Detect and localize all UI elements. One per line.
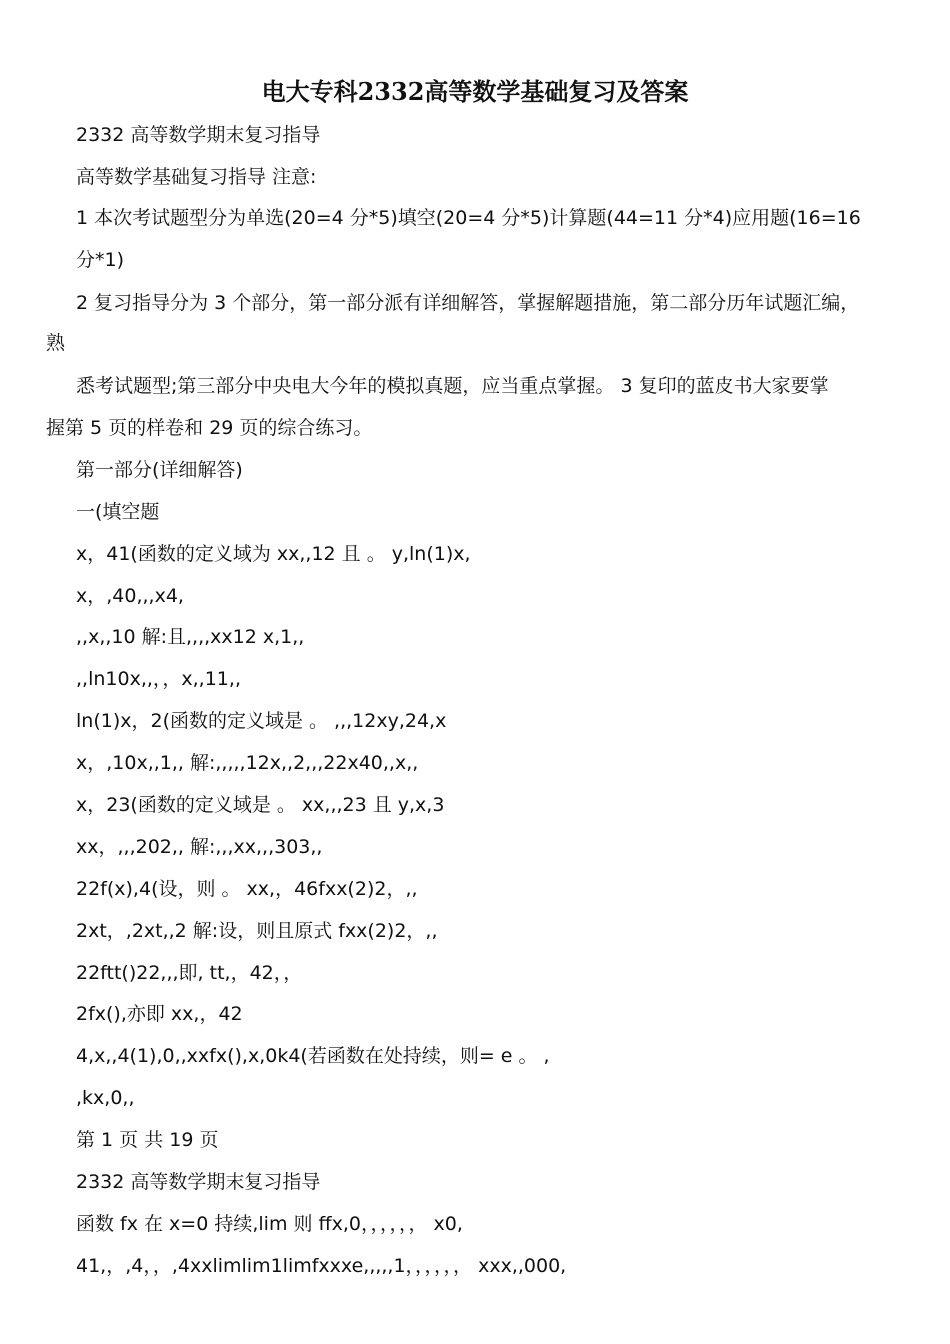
text-line: 2xt，,2xt,,2 解:设，则且原式 fxx(2)2，,, xyxy=(76,920,438,942)
text-line: 2fx(),亦即 xx,，42 xyxy=(76,1003,243,1025)
text-line: 高等数学基础复习指导 注意: xyxy=(76,166,317,188)
text-line: x，,40,,,x4, xyxy=(76,585,184,607)
text-line: 22f(x),4(设，则 。 xx,，46fxx(2)2，,, xyxy=(76,878,418,900)
text-line: 2332 高等数学期末复习指导 xyxy=(76,124,321,146)
text-line: 1 本次考试题型分为单选(20=4 分*5)填空(20=4 分*5)计算题(44=11 分*4)应用题(16=16 xyxy=(76,207,861,229)
text-line: x，41(函数的定义域为 xx,,12 且 。 y,ln(1)x, xyxy=(76,543,471,565)
text-line: 分*1) xyxy=(76,249,125,271)
text-line: 2 复习指导分为 3 个部分，第一部分派有详细解答，掌握解题措施，第二部分历年试题汇编， xyxy=(76,292,860,314)
text-line: 函数 fx 在 x=0 持续,lim 则 ffx,0，，，，，， x0, xyxy=(76,1213,463,1235)
text-line: 悉考试题型;第三部分中央电大今年的模拟真题，应当重点掌握。 3 复印的蓝皮书大家要掌 xyxy=(76,375,829,397)
page-header: 2332 高等数学期末复习指导 xyxy=(76,1171,321,1193)
section-heading: 一(填空题 xyxy=(76,501,160,523)
text-line: ,kx,0,, xyxy=(76,1087,135,1109)
text-line: ,,x,,10 解:且,,,,xx12 x,1,, xyxy=(76,626,305,648)
text-line: xx，,,,202,, 解:,,,xx,,,303,, xyxy=(76,836,323,858)
text-line: 41,，,4，，,4xxlimlim1limfxxxe,,,,,1，，，，，， xxx,,000, xyxy=(76,1255,567,1277)
document-title: 电大专科2332高等数学基础复习及答案 xyxy=(261,77,689,106)
page-footer: 第 1 页 共 19 页 xyxy=(76,1129,219,1151)
text-line: 22ftt()22,,,即, tt,，42，， xyxy=(76,962,303,984)
text-line: x，,10x,,1,, 解:,,,,,12x,,2,,,22x40,,x,, xyxy=(76,752,419,774)
text-line: ln(1)x，2(函数的定义域是 。 ,,,12xy,24,x xyxy=(76,710,447,732)
section-heading: 第一部分(详细解答) xyxy=(76,459,243,481)
text-line: x，23(函数的定义域是 。 xx,,,23 且 y,x,3 xyxy=(76,794,445,816)
text-line: ,,ln10x,,，，x,,11,, xyxy=(76,668,241,690)
text-line: 4,x,,4(1),0,,xxfx(),x,0k4(若函数在处持续，则= e 。 , xyxy=(76,1045,550,1067)
text-line: 熟 xyxy=(46,332,66,354)
text-line: 握第 5 页的样卷和 29 页的综合练习。 xyxy=(46,417,373,439)
